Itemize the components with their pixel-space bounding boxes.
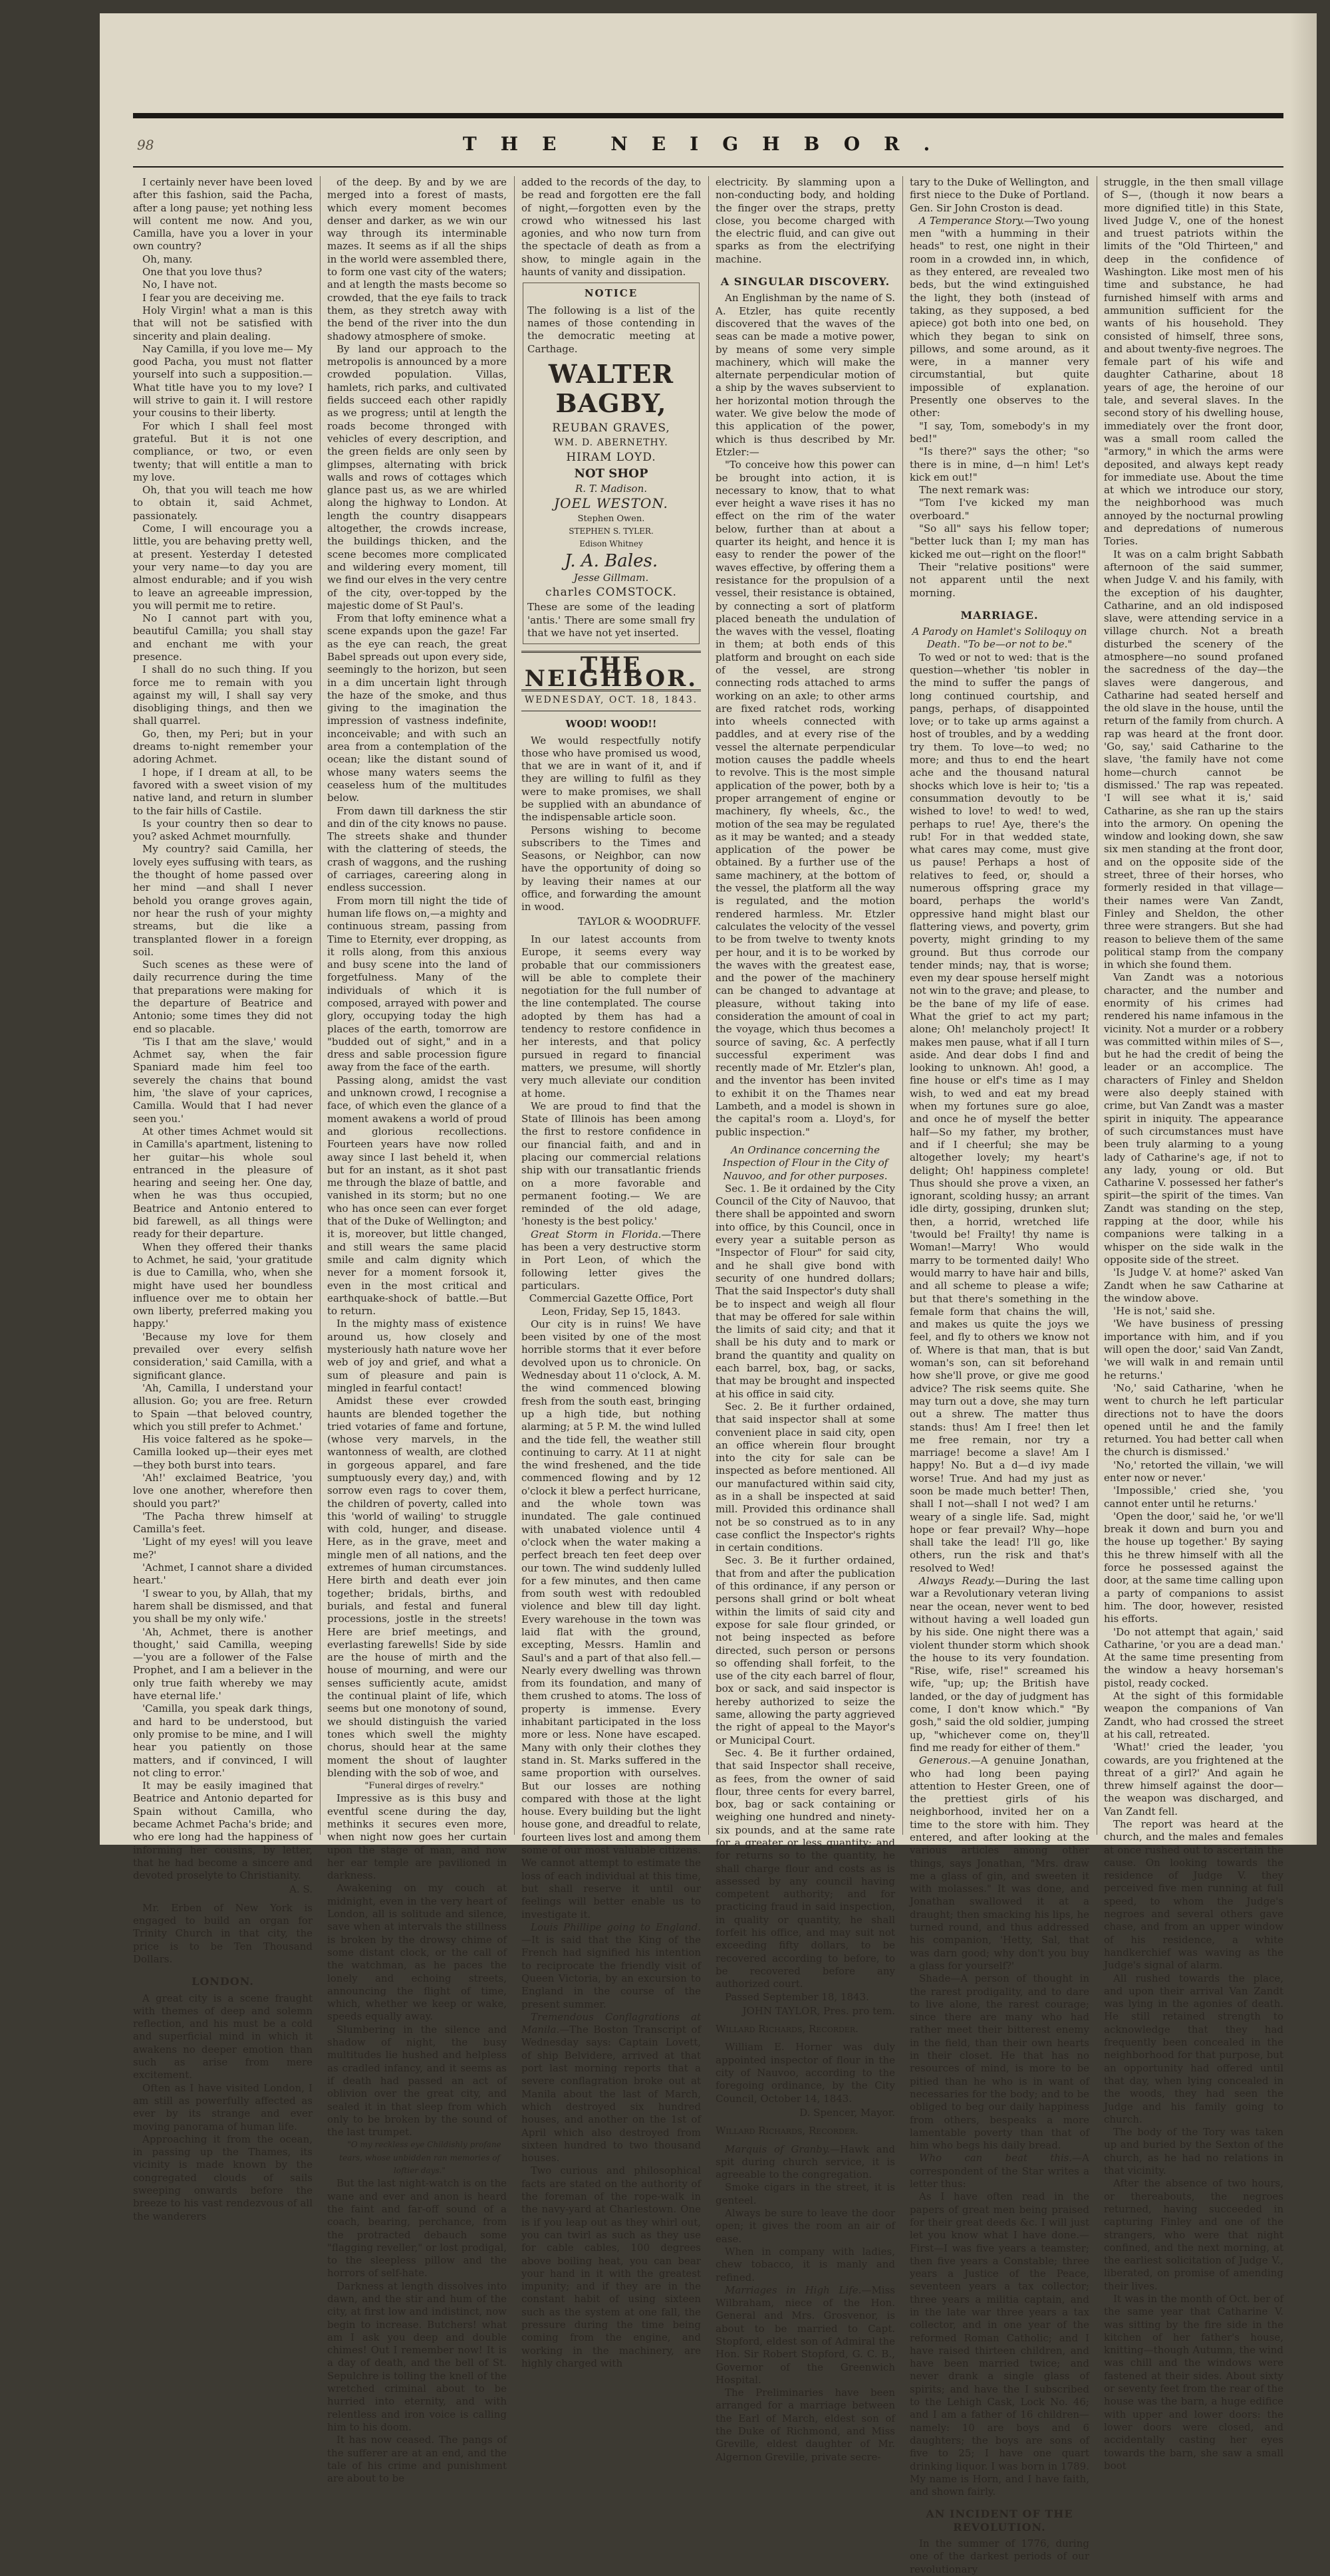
- article-heading-louis: Louis Phillipe going to England.: [531, 1921, 701, 1933]
- paragraph: It was in the month of Oct. ber of the same year that Catharine V. was sitting by the fire side in the kitchen of her father's house, knitting—though Autumn, the wind was chill and the windows were fastened at their sides. About sixty or seventy feet from the rear of the house was the barn, a huge edifice with upper and lower doors: the lower doors were closed, and accidentally casting her eyes towards the barn, she saw a small boot: [1104, 2292, 1283, 2472]
- notice-name: JOEL WESTON.: [554, 495, 668, 512]
- paragraph: Mr. Erben of New York is engaged to build an organ for Trinity Church in that city, the price is to be Ten Thousand Dollars.: [133, 1901, 313, 1965]
- paragraph: Smoke cigars in the street, it is genteel.: [716, 2181, 895, 2206]
- paragraph: We are proud to find that the State of Illinois has been among the first to restore confidence in our financial faith, and and in placing our commercial relations ship with our transatlantic friends on a more favorable and permanent footing.— We are reminded of the old adage, 'honesty is the best policy.': [521, 1100, 701, 1228]
- paragraph: 'Ah!' exclaimed Beatrice, 'you love one another, wherefore then should you part?': [133, 1471, 313, 1510]
- paragraph: No, I have not.: [142, 279, 217, 291]
- article-heading-london: LONDON.: [192, 1975, 254, 1988]
- columns-area: [133, 176, 1283, 2575]
- paragraph: 'Tis I that am the slave,' would Achmet say, when the fair Spaniard made him feel too severely the chains that bound him, 'the slave of your caprices, Camilla. Would that I had never seen you.': [133, 1035, 313, 1125]
- article-heading-marquis: Marquis of Granby.: [725, 2143, 831, 2155]
- paragraph: The body of the Tory was taken up and buried by the Sexton of the church, as he had no relations in that vicinity.: [1104, 2126, 1283, 2177]
- paragraph: 'We have business of pressing importance with him, and if you will open the door,' said Van Zandt, 'we will walk in and remain until he returns.': [1104, 1318, 1283, 1381]
- article-heading-ordinance: An Ordinance concerning the Inspection of Flour in the City of Nauvoo, and for other purposes.: [722, 1143, 888, 1182]
- notice-name: HIRAM LOYD.: [566, 451, 656, 465]
- notice-name: J. A. Bales.: [564, 550, 658, 571]
- paragraph: Passed September 18, 1843.: [725, 1990, 869, 2003]
- notice-box: [523, 283, 700, 644]
- paragraph: Impressive as is this busy and eventful scene during the day, methinks it secures even more, when night now goes her curtain upon the stage of man, and now her ear temple are pavilioned in darkness.: [327, 1792, 507, 1882]
- paragraph: Two curious and philosophical facts are stated on the authority of the foreman of the rope-walk in the navy-yard at Charlestown. One is if you leap out as they whirl out, you can twirl as such as they use for cable cables, 100 degrees above boiling heat, you can bear your hand in it with the greatest impunity; and if they are in the constant habit of using sixteen such as the system at one fall, the pressure during the time being coming from the engine, and working in the machinery, are highly charged with: [521, 2165, 701, 2369]
- paragraph: Go, then, my Peri; but in your dreams to-night remember your adoring Achmet.: [133, 727, 313, 766]
- article-heading-temperance: A Temperance Story.: [919, 214, 1025, 227]
- paragraph: We would respectfully notify those who have promised us wood, that we are in want of it, and if they are willing to fulfil as they were to make promises, we shall be supplied with an abundance of the indispensable article soon.: [521, 734, 701, 824]
- signature: JOHN TAYLOR, Pres. pro tem.: [742, 2004, 895, 2017]
- paragraph: I fear you are deceiving me.: [142, 291, 285, 304]
- paragraph: 'Ah, Achmet, there is another thought,' said Camilla, weeping—'you are a follower of the False Prophet, and I am a believer in the only true faith whereby we may have eternal life.': [133, 1625, 313, 1702]
- paragraph: 'Camilla, you speak dark things, and hard to be understood, but only promise to be mine, and I will hear you patiently on those matters, and if convinced, I will not cling to error.': [133, 1702, 313, 1779]
- paragraph: 'What!' cried the leader, 'you cowards, are you frightened at the threat of a girl?' And again he threw himself against the door—the weapon was discharged, and Van Zandt fell.: [1104, 1741, 1283, 1817]
- paragraph: Passing along, amidst the vast and unknown crowd, I recognise a face, of which even the glance of a moment awakens a world of proud and glorious recollections. Fourteen years have now rolled away since I last beheld it, when but for an instant, as it shot past me through the blaze of battle, and vanished in its storm; but no one who has once seen can ever forget that of the Duke of Wellington; and it is, moreover, but little changed, and still wears the same placid smile and calm dignity which never for a moment forsook it, even in the most critical and earthquake-shock of battle.—But to return.: [327, 1074, 507, 1318]
- paragraph: "Tom I've kicked my man overboard.": [910, 497, 1089, 522]
- masthead-title: THE NEIGHBOR.: [462, 133, 954, 155]
- paragraph: Marriages in High Life.—Miss Wilbraham, niece of the Hon. General and Mrs. Grosvenor, is about to be married to Capt. Stopford, eldest son of Admiral the Hon. Sir Robert Stopford, G. C. B., Governor of the Greenwich Hospital.: [716, 2283, 895, 2386]
- paragraph: electricity. By slamming upon a non-conducting body, and holding the finger over the straps, pretty close, you become charged with the electric fluid, and can give out sparks as from the electrifying machine.: [716, 176, 895, 265]
- paragraph: It may be easily imagined that Beatrice and Antonio departed for Spain without Camilla, who became Achmet Pacha's bride; and who ere long had the happiness of informing her cousins, by letter, that he had become a sincere and devoted proselyte to Christianity.: [133, 1780, 313, 1882]
- paragraph: Holy Virgin! what a man is this that will not be satisfied with sincerity and plain dealing.: [133, 304, 313, 342]
- paragraph: At the sight of this formidable weapon the companions of Van Zandt, who had crossed the street at his call, retreated.: [1104, 1690, 1283, 1740]
- paragraph: 'Ah, Camilla, I understand your allusion. Go; you are free. Return to Spain —that beloved country, which you still prefer to Achmet.': [133, 1381, 313, 1433]
- column-1: [133, 176, 313, 2222]
- paragraph: Amidst these ever crowded haunts are blended together the tried votaries of fame and fortune, (whose very marvels, in the wantonness of wealth, are clothed in gorgeous apparel, and fare sumptuously every day,) and, with sorrow even rags to cover them, the children of poverty, called into this 'world of wailing' to struggle with cold, hunger, and disease. Here, as in the grave, meet and mingle men of all nations, and the extremes of human circumstances. Here birth and death ever join together; bridals, births, and burials, and festal and funeral processions, jostle in the streets! Here are brief meetings, and everlasting farewells! Side by side are the house of mirth and the house of mourning, and were our senses sufficiently acute, amidst the continual plaint of life, which seems but one monotony of sound, we should distinguish the varied tones which swell the mighty chorus, should hear at the same moment the shout of laughter blending with the sob of woe, and: [327, 1395, 507, 1779]
- paragraph: Shade—A person of thought in the rarest prodigality, and to dare to live alone, the rarest courage; since there are many who had rather meet their bitterest enemy in the field, than their own hearts in their closet. He that has no resources of mind, is more to be pitied than he who is in want of necessaries for the body; and to be obliged to beg our daily happiness from others, bespeaks a more lamentable poverty than that of him who begs his daily bread.: [910, 1972, 1089, 2152]
- paragraph: Approaching it from the ocean, in passing up the Thames, its vicinity is made known by the congregated clouds of sails sweeping onwards before the breeze to his vast rendezvous of all the wanderers: [133, 2133, 313, 2222]
- column-2: [327, 176, 507, 2485]
- column-5: [910, 176, 1089, 2575]
- paragraph: added to the records of the day, to be read and forgotten ere the fall of night,—forgotten even by the crowd who witnessed his last agonies, and who now turn from the spectacle of death as from a show, to mingle again in the haunts of vanity and dissipation.: [521, 176, 701, 279]
- paragraph: Oh, many.: [142, 253, 193, 265]
- paragraph: Sec. 4. Be it further ordained, that said Inspector shall receive, as fees, from the owner of said flour, three cents for every barrel, box, bag or sack containing or weighing one hundred and ninety-six pounds, and at the same rate for a greater or less quantity; and for returns so to the quantity, he shall charge flour and costs as is assessed by any council having competent authority; and for practicing fraud in said inspection, in quality or quantity, he shall forfeit his office, and may suit not exceeding fifty dollars, to be recovered according to before, to be recovered before any authorized court.: [716, 1746, 895, 1990]
- paragraph: From morn till night the tide of human life flows on,—a mighty and continuous stream, passing from Time to Eternity, ever dropping, as it rolls along, from this anxious and busy scene into the land of forgetfulness. Many of the individuals of which it is composed, arrayed with power and glory, occupying today the high places of the earth, tomorrow are "budded out of sight," and in a dress and sable procession figure away from the face of the earth.: [327, 894, 507, 1074]
- paragraph: 'He is not,' said she.: [1113, 1305, 1216, 1318]
- paragraph: An Englishman by the name of S. A. Etzler, has quite recently discovered that the waves of the seas can be made a motive power, by means of some very simple machinery, which will make the alternate perpendicular motion of a ship by the waves subservient to her horizontal motion through the water. We give below the mode of this application of the power, which is thus described by Mr. Etzler:—: [716, 292, 895, 458]
- paragraph: His voice faltered as he spoke—Camilla looked up—their eyes met—they both burst into tears.: [133, 1433, 313, 1471]
- paragraph: It has now ceased. The pangs of the sufferer are at an end, and the tale of his crime and punishment are about to be: [327, 2434, 507, 2485]
- paragraph: tary to the Duke of Wellington, and first niece to the Duke of Portland. Gen. Sir John Croston is dead.: [910, 176, 1089, 214]
- paragraph: The report was heard at the church, and the males and females at once rushed out to ascertain the cause. On looking towards the residence of Judge V. they perceived five men running at full speed, to whom the Judge's negroes and several others gave chase, and from an upper window of his residence, a white handkerchief was waving as the Judge's signal of alarm.: [1104, 1818, 1283, 1972]
- paragraph: 'Impossible,' cried she, 'you cannot enter until he returns.': [1104, 1484, 1283, 1510]
- paragraph: Is your country then so dear to you? asked Achmet mournfully.: [133, 817, 313, 843]
- paragraph: In our latest accounts from Europe, it seems every way probable that our commissioners will be able to complete their negotiation for the full number of the line contemplated. The course adopted by them has had a tendency to restore confidence in her interests, and that policy pursued in regard to financial matters, we presume, will shortly very much alleviate our condition at home.: [521, 933, 701, 1100]
- paragraph: Oh, that you will teach me how to obtain it, said Achmet, passionately.: [133, 484, 313, 522]
- signature: Willard Richards, Recorder.: [716, 2125, 859, 2137]
- signature: A. S.: [289, 1883, 313, 1896]
- paragraph: My country? said Camilla, her lovely eyes suffusing with tears, as the thought of home passed over her mind —and shall I never behold you orange groves again, nor hear the rush of your mighty streams, but die like a transplanted flower in a foreign soil.: [133, 843, 313, 958]
- article-heading-storm: Great Storm in Florida.: [531, 1228, 662, 1240]
- paragraph: From dawn till darkness the stir and din of the city knows no pause. The streets shake and thunder with the clattering of steeds, the crash of waggons, and the rushing of carriages, careering along in endless succession.: [327, 804, 507, 894]
- notice-name: Jesse Gillmam.: [573, 571, 649, 584]
- paragraph: Their "relative positions" were not apparent until the next morning.: [910, 560, 1089, 599]
- paragraph: struggle, in the then small village of S—, (though it now bears a more dignified title) in this State, lived Judge V., one of the honest and truest patriots within the limits of the "Old Thirteen," and deep in the confidence of Washington. Like most men of his time and substance, he had furnished himself with arms and ammunition sufficient for the wants of his household. They consisted of himself, three sons, and about twenty-five negroes. The female part of his wife and daughter Catharine, about 18 years of age, the heroine of our tale, and several slaves. In the second story of his dwelling house, immediately over the front door, was a small room called the "armory," in which the arms were deposited, and always kept ready for immediate use. About the time at which we introduce our story, the neighborhood was much annoyed by the nocturnal prowling and depredations of numerous Tories.: [1104, 176, 1283, 548]
- paragraph: A great city is a scene fraught with themes of deep and solemn reflection, and his must be a cold and superficial mind in which it awakens no deeper emotion than such as arise from mere excitement.: [133, 1992, 313, 2081]
- column-4: [716, 176, 895, 2463]
- paragraph: By land our approach to the metropolis is announced by a more crowded population. Villas, hamlets, rich parks, and cultivated fields succeed each other rapidly as we progress; until at length the roads become thronged with vehicles of every description, and the green fields are only seen by glimpses, alternating with brick walls and rows of cottages which glance past us, as we are whirled along the highway to London. At length the country disappears altogether, the crowds increase, the buildings thicken, and the scene becomes more complicated and wildering every moment, till we find our elves in the very centre of the city, over-topped by the majestic dome of St Paul's.: [327, 342, 507, 612]
- paragraph: When they offered their thanks to Achmet, he said, 'your gratitude is due to Camilla, who, when she might have used her boundless influence over me to obtain her own liberty, preferred making you happy.': [133, 1240, 313, 1330]
- paragraph: William E. Horner was duly appointed inspector of flour in the city of Nauvoo, according to the foregoing ordinance, by the City Council, October 14, 1843.: [716, 2041, 895, 2105]
- paragraph: When in company with ladies, chew tobacco, it is manly and refined.: [716, 2245, 895, 2283]
- paper-title: THE NEIGHBOR.: [521, 651, 701, 691]
- newspaper-page: [100, 13, 1317, 2575]
- paragraph: 'The Pacha threw himself at Camilla's feet.: [133, 1510, 313, 1536]
- paragraph: Awakening on my couch at midnight, even in the very heart of London, all is solitude and silence, save when at intervals the stillness is broken by the drowsy chime of some distant clock, or the call of the watchman, as he paces the lonely and echoing streets, announcing the flight of time, which, whether we keep or wake, speeds equally away.: [327, 1882, 507, 2023]
- column-rule: [320, 176, 321, 1835]
- paragraph: At other times Achmet would sit in Camilla's apartment, listening to her guitar—his whole soul entranced in the pleasure of hearing and seeing her. One day, when he was thus occupied, Beatrice and Antonio entered to bid farewell, as all things were ready for their departure.: [133, 1125, 313, 1240]
- paragraph: In the mighty mass of existence around us, how closely and mysteriously hath nature wove her web of joy and grief, and what a sum of pleasure and pain is mingled in fearful contact!: [327, 1318, 507, 1394]
- paragraph: The Preliminaries have been arranged for a marriage between the Earl of March, eldest son of the Duke of Richmond, and Miss Greville, eldest daughter of Mr. Algernon Greville, private secre-: [716, 2387, 895, 2463]
- column-6: [1104, 176, 1283, 2472]
- signature: TAYLOR & WOODRUFF.: [578, 915, 701, 927]
- paragraph: 'I swear to you, by Allah, that my harem shall be dismissed, and that you shall be my only wife.': [133, 1587, 313, 1625]
- masthead-bottom-rule: [133, 166, 1283, 168]
- paragraph: 'Light of my eyes! will you leave me?': [133, 1536, 313, 1561]
- article-heading-ready: Always Ready.: [919, 1575, 996, 1587]
- paragraph: Always Ready.—During the last war a Revolutionary veteran living near the ocean, never went to bed without having a well loaded gun by his side. One night there was a violent thunder storm which shook the house to its very foundation. "Rise, wife, rise!" screamed his wife, "up; up; the British have landed, or the day of judgment has come, I don't know which." "By gosh," said the old soldier, jumping up, "whichever come on, they'll find me ready for either of them.": [910, 1575, 1089, 1754]
- paragraph: To wed or not to wed: that is the question—whether 'tis nobler in the mind to suffer the pangs of long continued courtship, and pangs, perhaps, of disappointed love; or to take up arms against a host of troubles, and by a wedding try them. To love—to wed; no more; and thus to end the heart ache and the thousand natural shocks which love is heir to; 'tis a consummation devoutly to be wished to love! to wed! to wed, perhaps to rue! Aye, there's the rub! For in that wedded state, what cares may come, must give us pause! Perhaps a host of relatives to feed, or, should a numerous offspring grace my board, perhaps the world's oppressive hand might blast our flattering views, and poverty, grim poverty, might grinding to my ground. But thus corrode our tender minds; nay, that is worse; even my dear spouse herself might not win to the grave; and please, to be the bane of my life of ease. What the grief to act my part; alone; Oh! melancholy project! It makes men pause, what if all I turn aside. And dear dobs I find and looking to unknown. Ah! good, a fine house or elf's time as I may wish, to wed and eat my bread when my fortunes sure go aloe, and once he of myself the better half—So my father, my brother, and if I cheerful; she may be altogether lovely; my heart's delight; Oh! happiness complete! Thus should she prove a vixen, an ignorant, scolding hussy; an arrant idle dirty, gossiping, drunken slut; then, a horrid, wretched life 'twould be! Frailty! thy name is Woman!—Marry! Who would marry to be tormented daily! Who would marry to have hair and bills, and all scheme to please a wife; but that there's something in the female form that chains the will, and makes us quite the joys we feel, and fly to others we know not of. Where is that man, that is but woman's son, can sit beforehand how she'll prove, or give me good advice? The risk seems quite. She may turn out a dove, she may turn out a shrew. The matter thus stands: thus! Am I free! then let me free remain, nor try a marriage! become a slave! Am I happy! No. But a d—d ivy made worse! True. And had my just as soon be made much better! Then, shall I not—shall I not wed? I am weary of a single life. Sad, might hope or fear prevail? Why—hope shall take the lead! I'll go, like others, run the risk and that's resolved to Wed!: [910, 651, 1089, 1574]
- notice-name: STEPHEN S. TYLER.: [569, 526, 654, 536]
- notice-intro: The following is a list of the names of those contending in the democratic meeting at Carthage.: [527, 304, 695, 355]
- paragraph: Darkness at length dissolves into dawn, and the stir and hum of the city, at first low and indistinct, now begin to increase. Butchers! what am I ask you deep and double chimes! Out I remember now! It is a day of death, and the bell of St. Sepulchre is tolling the knell of the wretched criminal about to be hurried into eternity, and with relentless and iron voice is calling him to his doom.: [327, 2280, 507, 2433]
- notice-name: R. T. Madison.: [575, 483, 648, 495]
- paragraph: As I have often read in the papers of great men being praised for their great deeds &c. I will just let you know what I have done.—First—I was five years a teamster; then five years a Constable; three years a Justice of the Peace, seventeen years a tax collector; three years a militia captain, and in the late war three years a tax collector, and in one year of the reformed Roman Catholic; and I have raised thirteen children, and have been married twice; and never drank a single glass of spirits; and have the I subscribed to the Lehigh Cask, Lock No. 46; and I am a father of 16 children—namely: 10 are boys and 6 daughters; the boys are sons of five to 25; I have one quart drinking liquor. I was born in 1789. My name is Horn, and I have faith, and shown fairly.: [910, 2190, 1089, 2498]
- paragraph: Often as I have visited London, I am still as powerfully affected as ever by its strange and ever moving panorama of human life.: [133, 2081, 313, 2133]
- paragraph: 'No,' retorted the villain, 'we will enter now or never.': [1104, 1459, 1283, 1484]
- notice-name: NOT SHOP: [574, 466, 648, 481]
- paragraph: Louis Phillipe going to England.—It is said that the King of the French had signified his intention to reciprocate the friendly visit of Queen Victoria, by an excursion to England in the course of the present summer.: [521, 1921, 701, 2010]
- article-heading-incident: AN INCIDENT OF THE REVOLUTION.: [926, 2508, 1073, 2533]
- paragraph: 'Because my love for them prevailed over every selfish consideration,' said Camilla, with a significant glance.: [133, 1330, 313, 1381]
- article-heading-wood: WOOD! WOOD!!: [565, 718, 657, 731]
- paragraph: Generous.—A genuine Jonathan, who had long been paying attention to Hester Green, one of the prettiest girls of his neighborhood, invited her on a time to the store with him. They entered, and after looking at the various articles among other things, says Jonathan, "Mrs. draw me a glass of gin, and sweeten it with molasses." It was done, and Jonathan swallowed it at a draught; then smacking his lips, he turned round, and thus addressed his companion, 'Hetty, Sal, that was darn good; why don't you buy a glass for yourself?': [910, 1754, 1089, 1972]
- paragraph: "I say, Tom, somebody's in my bed!": [910, 419, 1089, 445]
- paragraph: 'Open the door,' said he, 'or we'll break it down and burn you and the house up together.' By saying this he threw himself with all the force he possessed against the door, at the same time calling upon a party of companions to assist him. The door, however, resisted his efforts.: [1104, 1510, 1283, 1625]
- article-heading-generous: Generous.: [919, 1754, 971, 1767]
- column-rule: [514, 176, 515, 1835]
- article-heading-marriages: Marriages in High Life.: [725, 2283, 862, 2296]
- paragraph: "Is there?" says the other; "so there is in mine, d—n him! Let's kick em out!": [910, 445, 1089, 483]
- article-heading-discovery: A SINGULAR DISCOVERY.: [720, 275, 890, 289]
- paragraph: Van Zandt was a notorious character, and the number and enormity of his crimes had rendered his name infamous in the vicinity. Not a murder or a robbery was committed within miles of S—, but he had the credit of being the leader or an accomplice. The characters of Finley and Sheldon were also deeply stained with crime, but Van Zandt was a master spirit in iniquity. The appearance of such circumstances must have been truly alarming to a young lady of Catharine's age, if not to any lady, young or old. But Catharine V. possessed her father's spirit—the spirit of the times. Van Zandt was standing on the step, rapping at the door, while his companions were talking in a whisper on the side walk in the opposite side of the street.: [1104, 971, 1283, 1266]
- paragraph: 'No,' said Catharine, 'when he went to church he left particular directions not to have the doors opened until he and the family returned. You had better call when the church is dismissed.': [1104, 1381, 1283, 1459]
- page-number: 98: [137, 137, 154, 153]
- paragraph: "So all" says his fellow toper; "better luck than I; my man has kicked me out—right on the floor!": [910, 523, 1089, 560]
- paragraph: Such scenes as these were of daily recurrence during the time that preparations were making for the departure of Beatrice and Antonio; some times they did not end so placable.: [133, 959, 313, 1035]
- verse-quote: "O my reckless eye Childishly profane tears, whose unbidden ran memories of loftier days.": [339, 2140, 501, 2176]
- paragraph: After the absence of two hours, or thereabouts, the negroes returned, having succeeded in capturing Finley and one of the strangers, who were that night confined, and the next morning, at the earliest solicitation of Judge V., liberated, on promise of amending their lives.: [1104, 2177, 1283, 2292]
- paragraph: But the last night-watch is on the wane and ever and anon is heard the faint and far-off sound of a coach, bearing, perchance, from the protracted debauch some "flagging reveller," or lost prodigal, to the sleepless pillow and the horrors of self-hate.: [327, 2177, 507, 2280]
- paragraph: Great Storm in Florida.—There has been a very destructive storm in Port Leon, of which the following letter gives the particulars.: [521, 1228, 701, 1292]
- paragraph: I shall do no such thing. If you force me to remain with you against my will, I shall say very disobliging things, and then we shall quarrel.: [133, 663, 313, 727]
- notice-name: Stephen Owen.: [577, 513, 645, 524]
- paragraph: Who can beat this.—A correspondent of the Star writes a letter thus:: [910, 2152, 1089, 2190]
- notice-heading: NOTICE: [584, 287, 638, 300]
- dateline: WEDNESDAY, OCT. 18, 1843.: [521, 694, 701, 711]
- paragraph: All rushed towards the place, and upon their arrival Van Zandt was lying in the agonies of death. He still retained strength to acknowledge that they had frequently been concealed in the neighborhood for that purpose, but an opportunity had offered until that day, when lying concealed in the woods, they had seen the Judge and his family going to church.: [1104, 1972, 1283, 2125]
- column-rule: [708, 176, 709, 1835]
- article-heading-who: Who can beat this.: [919, 2152, 1073, 2165]
- paragraph: Marquis of Granby.—Hawk and spit during church service, it is agreeable to the congregation.: [716, 2143, 895, 2181]
- paragraph: I hope, if I dream at all, to be favored with a sweet vision of my native land, and return in slumber to the fair hills of Castile.: [133, 766, 313, 817]
- paragraph: I certainly never have been loved after this fashion, said the Pacha, after a long pause; yet nothing less will content me now. And you, Camilla, have you a lover in your own country?: [133, 176, 313, 253]
- paragraph: In the summer of 1776, during one of the darkest periods of our revolutionary: [910, 2537, 1089, 2575]
- verse-quote: "Funeral dirges of revelry.": [364, 1781, 484, 1792]
- paragraph: of the deep. By and by we are merged into a forest of masts, which every moment becomes denser and darker, as we win our way through its interminable mazes. It seems as if all the ships in the world were assembled there, to form one vast city of the waters; and at length the masts become so crowded, that the eye fails to track them, as they stretch away with the bend of the river into the dun shadowy atmosphere of smoke.: [327, 176, 507, 342]
- notice-name: charles COMSTOCK.: [545, 586, 677, 600]
- paragraph: Persons wishing to become subscribers to the Times and Seasons, or Neighbor, can now have the opportunity of doing so by leaving their names at our office, and forwarding the amount in wood.: [521, 824, 701, 913]
- notice-name: WM. D. ABERNETHY.: [554, 437, 668, 449]
- notice-name: REUBAN GRAVES,: [552, 421, 670, 435]
- paragraph: Come, I will encourage you a little, you are behaving pretty well, at present. Yesterday I detested your very name—to day you are almost endurable; and if you wish to leave an agreeable impression, you will permit me to retire.: [133, 523, 313, 612]
- paragraph: Always be sure to leave the door open; it gives the room an air of ease.: [716, 2207, 895, 2245]
- masthead-top-rule: [133, 113, 1283, 118]
- paragraph: It was on a calm bright Sabbath afternoon of the said summer, when Judge V. and his family, with the exception of his daughter, Catharine, and an old indisposed slave, were attending service in a village church. Not a breath disturbed the scenery of the atmosphere—no sound profaned the sacredness of the day—the slaves were dangerous, and Catharine had seated herself and the old slave in the house, until the return of the family from church. A rap was heard at the front door. 'Go, say,' said Catharine to the slave, 'the family have not come home—church cannot be dismissed.' The rap was repeated. 'I will see what it is,' said Catharine, as she ran up the stairs into the armory. On opening the window and looking down, she saw six men standing at the front door, and on the opposite side of the street, three of their horses, who formerly resided in that village—their names were Van Zandt, Finley and Sheldon, the other three were strangers. But she had reason to believe them of the same political stamp from the company in which she found them.: [1104, 548, 1283, 971]
- paragraph: Slumbering in the silence and shadow of night, the busy multitudes lie hushed and helpless as cradled infancy, and it seems as if death had passed an act of oblivion over the great city, and sealed it in that sleep from which only to be broken by the sound of the last trumpet.: [327, 2023, 507, 2139]
- paragraph: For which I shall feel most grateful. But it is not one compliance, or two, or even twenty; that will entitle a man to my love.: [133, 419, 313, 483]
- paragraph: "To conceive how this power can be brought into action, it is necessary to know, that to what ever height a wave rises it has no effect on the rim of the water below, further than at about a quarter its height, and hence it is easy to render the power of the waves effective, by offering them a resistance for the propulsion of a vessel, their resistance is obtained, by connecting a sort of platform placed beneath the undulation of the waves with the vessel, floating in them; at both ends of this platform and brought on each side of the vessel, are strong connecting rods attached to arms working on an axle; to other arms are fixed ratchet rods, working into wheels connected with paddles, and at every rise of the vessel the alternate perpendicular motion causes the paddle wheels to revolve. This is the most simple application of the power, both by a proper arrangement of engine or machinery, fly wheels, &c., the motion of the sea may be regulated as it may be wanted; and a steady application of the power be obtained. By a further use of the same machinery, at the bottom of the vessel, the platform all the way is regulated, and the motion rendered harmless. Mr. Etzler calculates the velocity of the vessel to be from twelve to twenty knots per hour, and it is to be worked by the waves with the greatest ease, and the power of the machinery can be changed to advantage at pleasure, without taking into consideration the amount of coal in the voyage, which thus becomes a source of saving, &c. A perfectly successful experiment was recently made of Mr. Etzler's plan, and the inventor has been invited to exhibit it on the Thames near Lambeth, and a model is shown in the capital's room a. Lloyd's, for public inspection.": [716, 459, 895, 1138]
- signature: Willard Richards, Recorder.: [716, 2023, 859, 2036]
- paragraph: The next remark was:: [919, 484, 1029, 497]
- notice-footer: These are some of the leading 'antis.' There are some small fry that we have not yet inserted.: [527, 601, 695, 640]
- article-subheading: A Parody on Hamlet's Soliloquy on Death. "To be—or not to be.": [912, 626, 1087, 651]
- paragraph: 'Do not attempt that again,' said Catharine, 'or you are a dead man.' At the same time presenting from the window a heavy horseman's pistol, ready cocked.: [1104, 1625, 1283, 1689]
- column-3: [521, 176, 701, 2369]
- paragraph: Sec. 1. Be it ordained by the City Council of the City of Nauvoo, that there shall be appointed and sworn into office, by this Council, once in every year a suitable person as "Inspector of Flour" for said city, and he shall give bond with security of one hundred dollars; That the said Inspector's duty shall be to inspect and weigh all flour that may be offered for sale within the limits of said city; and that it shall be his duty and to mark or brand the quantity and quality on each barrel, box, bag, or sacks, that may be brought and inspected at his office in said city.: [716, 1182, 895, 1400]
- paragraph: One that you love thus?: [142, 266, 262, 279]
- paragraph: Nay Camilla, if you love me— My good Pacha, you must not flatter yourself into such a supposition.—What title have you to my love? I will strive to gain it. I will restore your cousins to their liberty.: [133, 342, 313, 419]
- paragraph: From that lofty eminence what a scene expands upon the gaze! Far as the eye can reach, the great Babel spreads out upon every side, seemingly to the horizon, but seen in a dim uncertain light through the haze of the smoke, and thus giving to the imagination the impression of vastness indefinite, inconceivable; and with such an area from a contemplation of the ocean; like the distant sound of whose many waters seems the ceaseless hum of the multitudes below.: [327, 612, 507, 804]
- paragraph: A Temperance Story.—Two young men "with a humming in their heads" to rest, one night in their room in a crowded inn, in which, as they entered, are revealed two beds, but the wind extinguished the light, they both (instead of taking, as they supposed, a bed apiece) got both into one bed, on which they began to sink on pillows, and some around, as it were, in a manner very circumstantial, but quite impossible of explanation. Presently one observes to the other:: [910, 214, 1089, 419]
- paragraph: Sec. 2. Be it further ordained, that said inspector shall at some convenient place in said city, open an office wherein flour brought into the city for sale can be inspected as before mentioned. All our manufactured within said city, as in a shall be inspected at said mill. Provided this ordinance shall not be so construed as to in any case conflict the Inspector's rights in certain conditions.: [716, 1400, 895, 1554]
- paragraph: 'Is Judge V. at home?' asked Van Zandt when he saw Catharine at the window above.: [1104, 1266, 1283, 1304]
- notice-name: Edison Whitney: [579, 539, 643, 549]
- paragraph: No I cannot part with you, beautiful Camilla; you shall stay and enchant me with your presence.: [133, 612, 313, 663]
- signature: D. Spencer, Mayor.: [799, 2106, 895, 2119]
- paragraph: Tremendous Conflagrations at Manila.—The Boston Transcript of Wednesday says: Captain Lovett, of ship Belvidere, arrived at that port last morning reports that a severe conflagration broke out at Manila about the last of March, which destroyed six hundred houses, and another on the 1st of April which also destroyed from sixteen hundred to two thousand houses.: [521, 2010, 701, 2165]
- dateline-storm: Commercial Gazette Office, Port Leon, Friday, Sep 15, 1843.: [529, 1292, 694, 1318]
- notice-name: WALTER BAGBY,: [548, 358, 674, 418]
- paragraph: 'Achmet, I cannot share a divided heart.': [133, 1562, 313, 1587]
- paragraph: Sec. 3. Be it further ordained, that from and after the publication of this ordinance, if any person or persons shall grind or bolt wheat within the limits of said city and expose for sale flour grinded, or not being inspected as before directed, such person or persons so offending shall forfeit, to the use of the city each barrel of flour, box or sack, and said inspector is hereby authorized to seize the same, allowing the party aggrieved the right of appeal to the Mayor's or Municipal Court.: [716, 1554, 895, 1746]
- column-rule: [902, 176, 903, 1835]
- article-heading-marriage: MARRIAGE.: [960, 608, 1039, 622]
- paragraph: Our city is in ruins! We have been visited by one of the most horrible storms that it ever before devolved upon us to chronicle. On Wednesday about 11 o'clock, A. M. the wind commenced blowing fresh from the south east, bringing up a high tide, but nothing alarming; at 5 P. M. the wind lulled and the tide fell, the weather still continuing to carry. At 11 at night the wind freshened, and the tide commenced flowing and by 12 o'clock it blew a perfect hurricane, and the whole town was inundated. The gale continued with unabated violence until 4 o'clock when the water making a perfect breach ten feet deep over our town. The wind suddenly lulled for a few minutes, and then came from south west with redoubled violence and blew till day light. Every warehouse in the town was laid flat with the ground, excepting, Messrs. Hamlin and Saul's and a part of that also fell.— Nearly every dwelling was thrown from its foundation, and many of them crushed to atoms. The loss of property is immense. Every inhabitant participated in the loss more or less. None have escaped. Many with only their clothes they stand in. St. Marks suffered in the same proportion with ourselves. But our losses are nothing compared with those at the light house. Every building but the light house gone, and dreadful to relate, fourteen lives lost and among them some of our most valuable citizens. We cannot attempt to estimate the loss of each individual at this time, but shall reserve it until our feelings will better enable us to investigate it.: [521, 1318, 701, 1921]
- article-heading-manila: Tremendous Conflagrations at Manila.: [521, 2010, 701, 2036]
